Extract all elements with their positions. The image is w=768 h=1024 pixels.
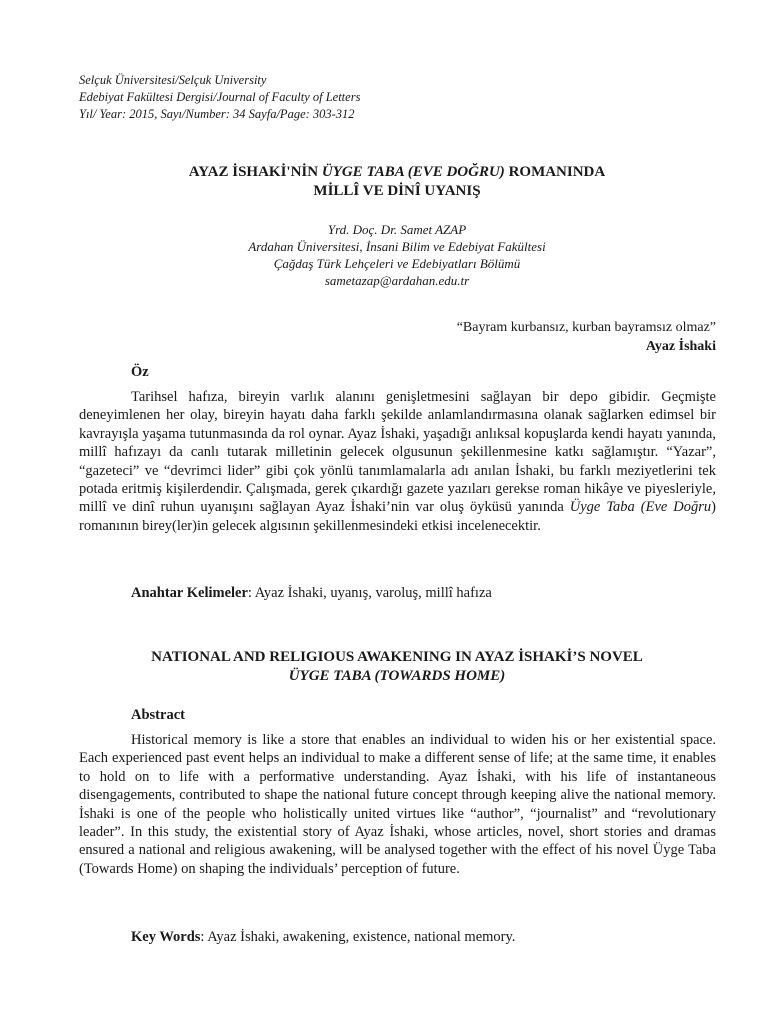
abstract-keywords-label: Key Words bbox=[131, 929, 201, 945]
author-affiliation-1: Ardahan Üniversitesi, İnsani Bilim ve Edebiyat Fakültesi bbox=[248, 239, 546, 254]
author-name: Yrd. Doç. Dr. Samet AZAP bbox=[327, 222, 467, 237]
epigraph-text: “Bayram kurbansız, kurban bayramsız olmaz” bbox=[456, 320, 716, 335]
epigraph-attribution: Ayaz İshaki bbox=[645, 339, 716, 354]
english-title bbox=[79, 648, 715, 686]
english-title-line1: NATIONAL AND RELIGIOUS AWAKENING IN AYAZ İSHAKİ’S NOVEL bbox=[151, 649, 643, 665]
oz-heading: Öz bbox=[131, 364, 149, 380]
oz-keywords-label: Anahtar Kelimeler bbox=[131, 585, 248, 601]
abstract-paragraph bbox=[79, 731, 716, 878]
header-journal: Edebiyat Fakültesi Dergisi/Journal of Faculty of Letters bbox=[79, 90, 361, 104]
abstract-heading: Abstract bbox=[131, 707, 185, 723]
turkish-title bbox=[79, 163, 715, 201]
english-title-line2: ÜYGE TABA (TOWARDS HOME) bbox=[288, 668, 506, 684]
header-issue: Yıl/ Year: 2015, Sayı/Number: 34 Sayfa/Page: 303-312 bbox=[79, 107, 355, 121]
turkish-title-line1 bbox=[79, 163, 715, 182]
oz-text-a: Tarihsel hafıza, bireyin varlık alanını genişletmesini sağlayan bir depo gibidir. Geçmişte deneyimlenen her olay, bireyin hayatı daha farklı şekilde anlamlandırmasına olanak sağlarken edimsel bir kavrayışla yaşama tutunmasında da rol oynar. Ayaz İshaki, yaşadığı anlıksal kopuşlarda kendi hayatı yanında, millî hafızayı da canlı tutarak milletinin gelecek olgusunun şekillenmesine katkı sağlamıştır. “Yazar”, “gazeteci” ve “devrimci lider” gibi çok yönlü tanımlamalarla adı anılan İshaki, bu farklı meziyetlerini tek potada eritmiş kişilerdendir. Çalışmada, gerek çıkardığı gazete yazıları gerekse roman hikâye ve piyesleriyle, millî ve dinî ruhun uyanışını sağlayan Ayaz İshaki’nin var oluş öyküsü yanında bbox=[79, 389, 716, 516]
title-part1: AYAZ İSHAKİ'NİN bbox=[188, 164, 322, 180]
abstract-text: Historical memory is like a store that enables an individual to widen his or her existential space. Each experienced past event helps an individual to make a different sense of life; at the same time, it enables to hold on to life with a performative understanding. Ayaz İshaki, with his life of instantaneous disengagements, contributed to shape the national future concept through keeping alive the national memory. İshaki is one of the people who holistically united virtues like “author”, “journalist” and “revolutionary leader”. In this study, the existential story of Ayaz İshaki, whose articles, novel, short stories and dramas ensured a national and religious awakening, will be analysed together with the effect of his novel Üyge Taba (Towards Home) on shaping the individuals’ perception of future. bbox=[79, 732, 716, 877]
author-email: sametazap@ardahan.edu.tr bbox=[324, 273, 470, 288]
oz-text-b: ) romanının birey(ler)in gelecek algısının şekillenmesindeki etkisi incelenecektir. bbox=[79, 499, 717, 534]
header-university: Selçuk Üniversitesi/Selçuk University bbox=[79, 73, 267, 87]
abstract-keywords bbox=[131, 929, 515, 946]
oz-keywords-text: : Ayaz İshaki, uyanış, varoluş, millî hafıza bbox=[247, 585, 492, 601]
title-part2-italic: ÜYGE TABA (EVE DOĞRU) bbox=[321, 164, 505, 180]
epigraph bbox=[300, 318, 716, 356]
turkish-title-line2: MİLLÎ VE DİNÎ UYANIŞ bbox=[313, 183, 481, 199]
oz-text-italic: Üyge Taba (Eve Doğru bbox=[569, 499, 712, 516]
oz-paragraph bbox=[79, 388, 716, 535]
title-part3: ROMANINDA bbox=[504, 164, 606, 180]
author-block bbox=[79, 221, 715, 289]
journal-header bbox=[79, 72, 679, 123]
author-affiliation-2: Çağdaş Türk Lehçeleri ve Edebiyatları Bölümü bbox=[273, 256, 521, 271]
oz-keywords bbox=[131, 585, 492, 602]
abstract-keywords-text: : Ayaz İshaki, awakening, existence, national memory. bbox=[200, 929, 516, 945]
